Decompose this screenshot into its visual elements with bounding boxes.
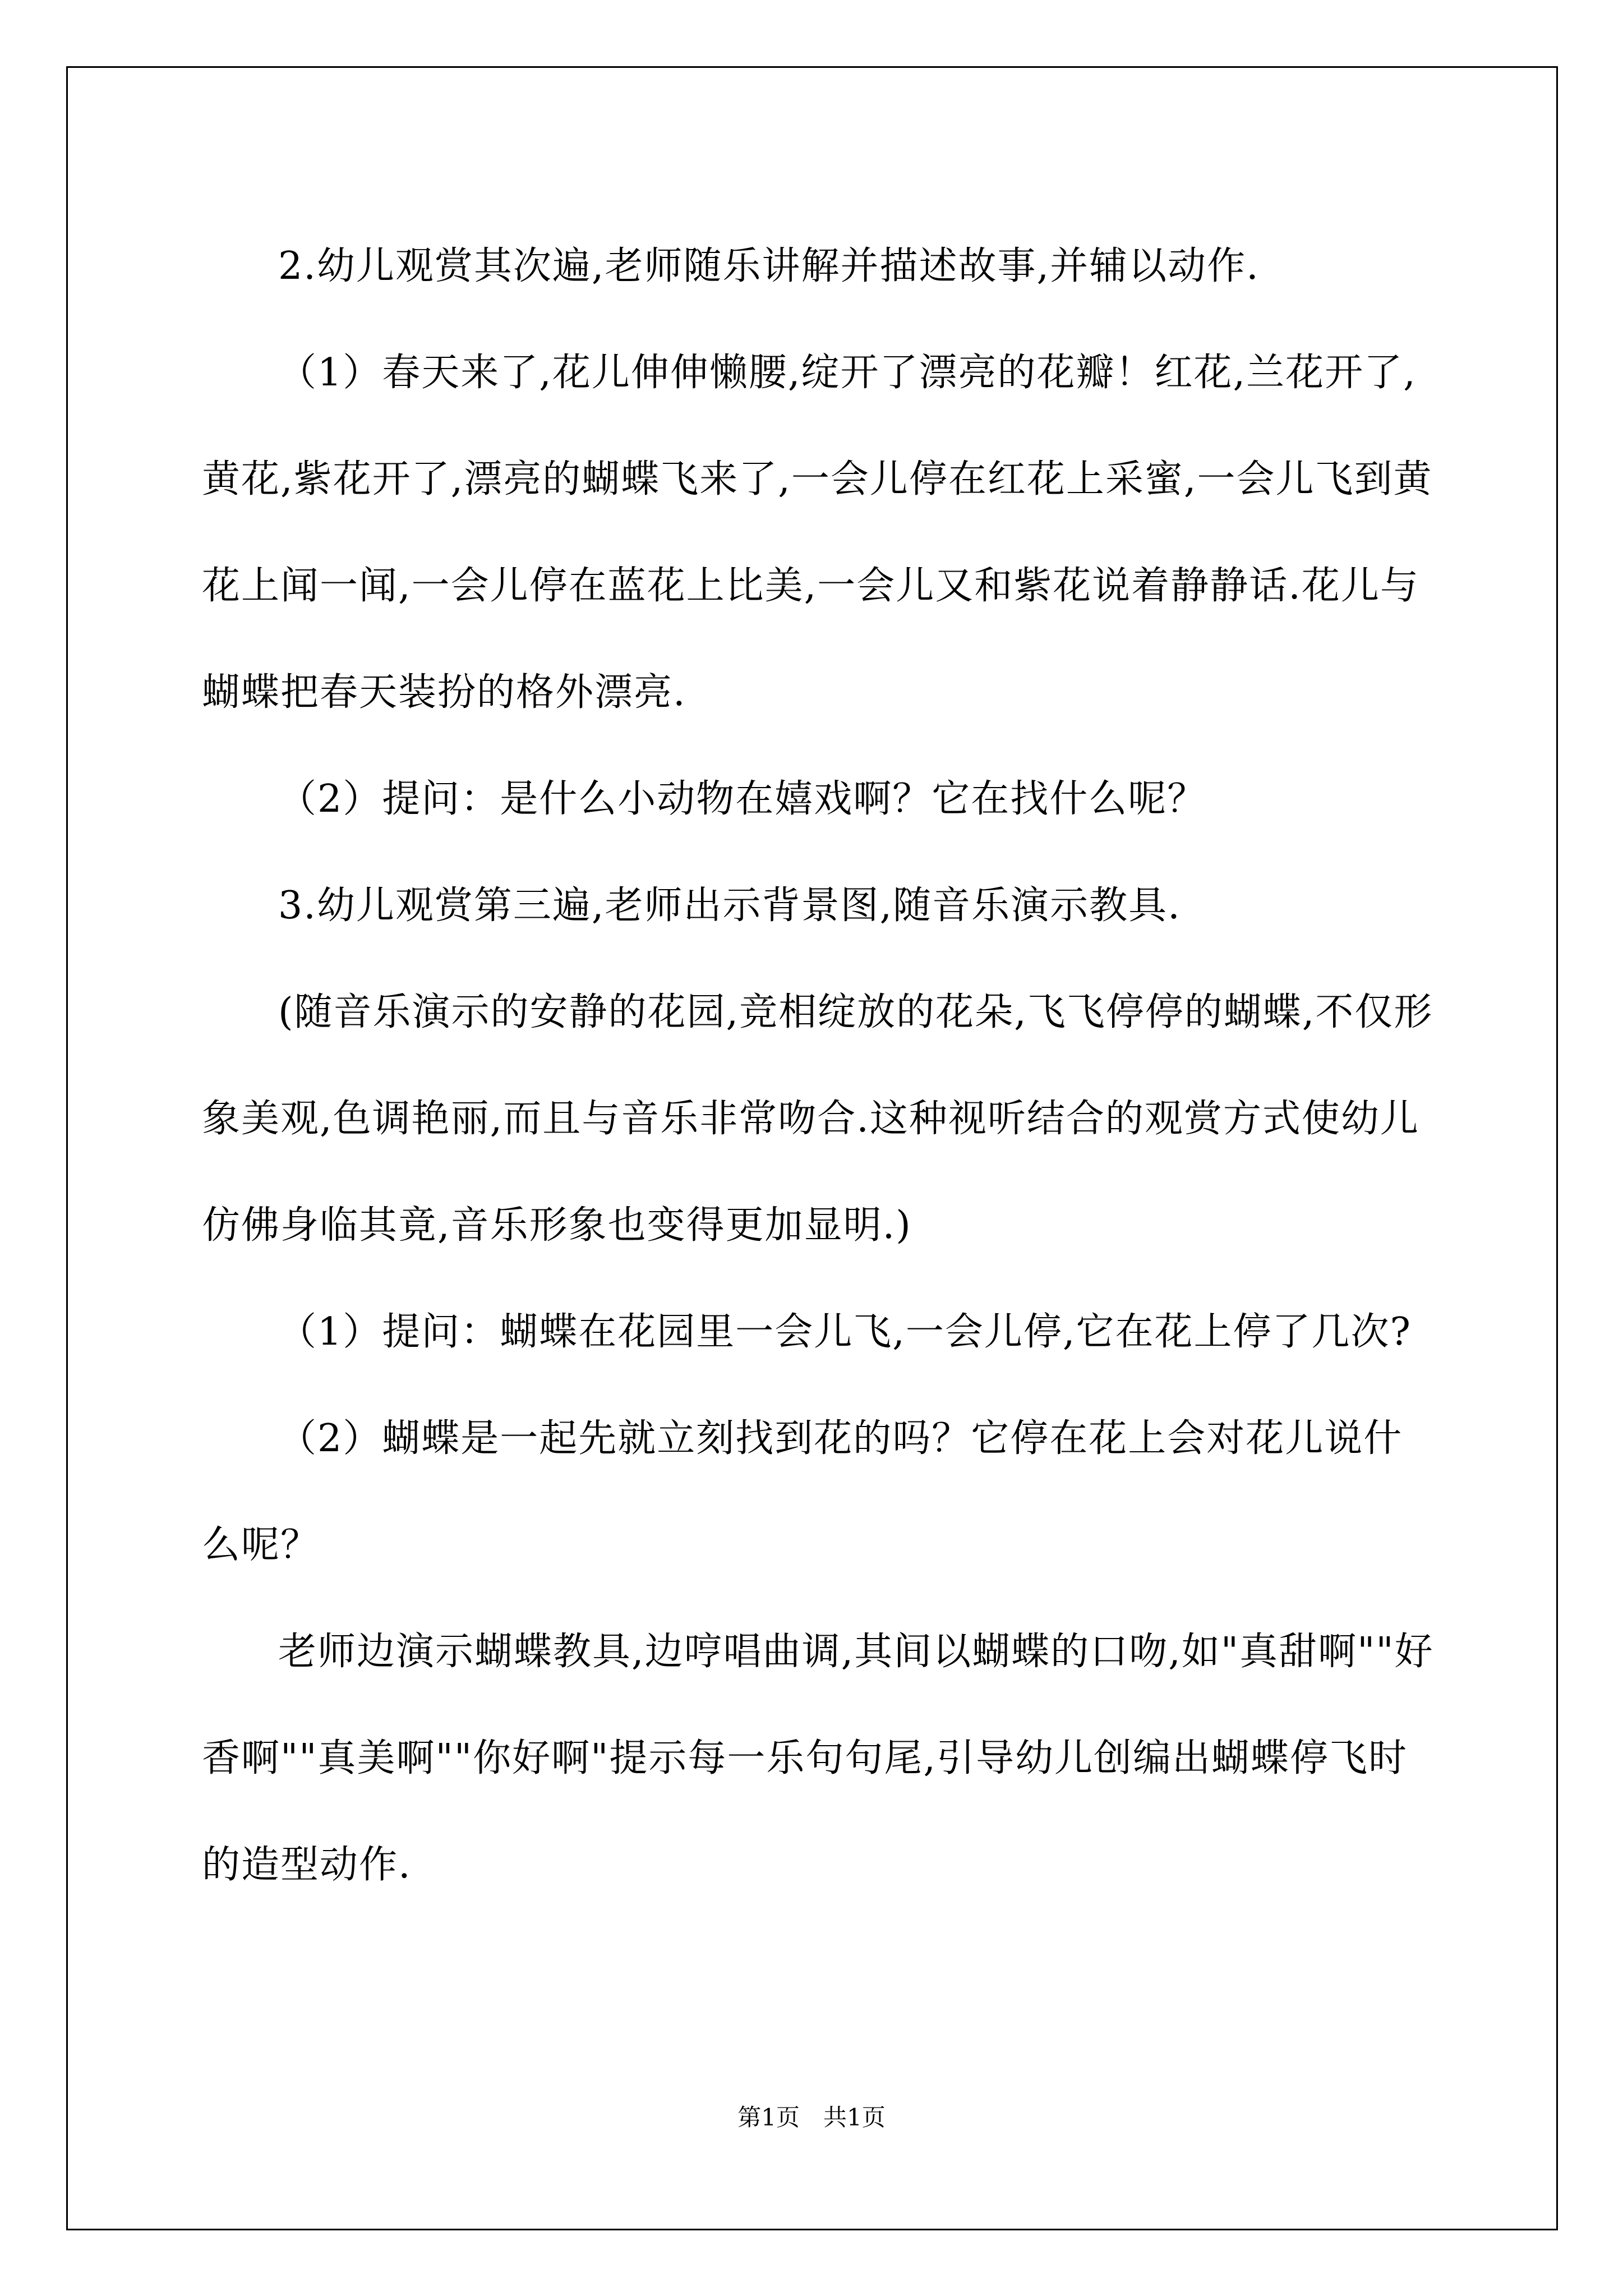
- paragraph-4: 3.幼儿观赏第三遍,老师出示背景图,随音乐演示教具.: [278, 884, 1181, 928]
- document-body: [202, 213, 1436, 1918]
- paragraph-6: （1）提问：蝴蝶在花园里一会儿飞,一会儿停,它在花上停了几次?: [278, 1310, 1412, 1354]
- paragraph-7: （2）蝴蝶是一起先就立刻找到花的吗？它停在花上会对花儿说什么呢？: [202, 1416, 1403, 1567]
- paragraph-2: （1）春天来了,花儿伸伸懒腰,绽开了漂亮的花瓣！红花,兰花开了,黄花,紫花开了,漂亮的蝴蝶飞来了,一会儿停在红花上采蜜,一会儿飞到黄花上闻一闻,一会儿停在蓝花上比美,一会儿又和紫花说着静静话.花儿与蝴蝶把春天装扮的格外漂亮.: [202, 351, 1433, 715]
- paragraph-3: （2）提问：是什么小动物在嬉戏啊？它在找什么呢？: [278, 777, 1207, 821]
- paragraph-5: (随音乐演示的安静的花园,竞相绽放的花朵,飞飞停停的蝴蝶,不仅形象美观,色调艳丽,而且与音乐非常吻合.这种视听结合的观赏方式使幼儿仿佛身临其竟,音乐形象也变得更加显明.): [202, 990, 1433, 1248]
- page-footer: 第1页 共1页: [737, 2104, 886, 2131]
- paragraph-8: 老师边演示蝴蝶教具,边哼唱曲调,其间以蝴蝶的口吻,如"真甜啊""好香啊""真美啊""你好啊"提示每一乐句句尾,引导幼儿创编出蝴蝶停飞时的造型动作.: [202, 1630, 1434, 1887]
- paragraph-1: 2.幼儿观赏其次遍,老师随乐讲解并描述故事,并辅以动作.: [278, 244, 1260, 288]
